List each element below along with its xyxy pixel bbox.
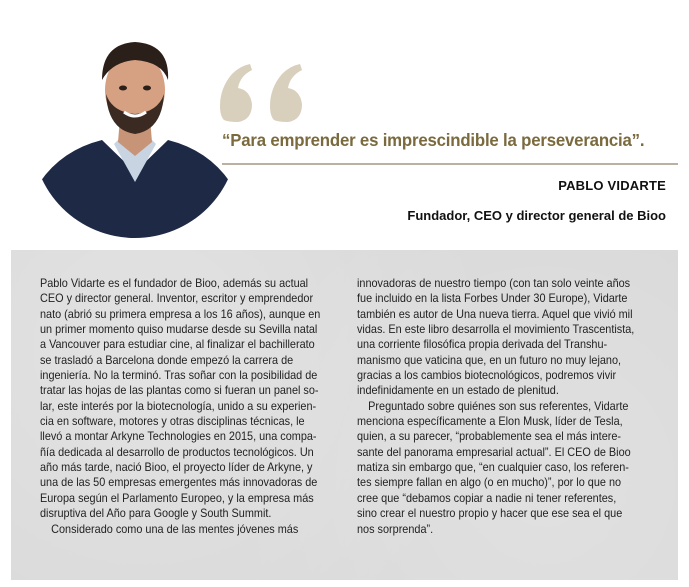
quotation-marks-icon: [218, 58, 318, 130]
text-line: ñía dedicada al desarrollo de productos tecnológicos. Un: [40, 445, 314, 459]
text-line: Pablo Vidarte es el fundador de Bioo, además su actual: [40, 277, 309, 290]
text-line: CEO y director general. Inventor, escritor y emprendedor: [40, 292, 314, 306]
person-name: PABLO VIDARTE: [558, 178, 666, 193]
text-line: manismo que vaticina que, en un futuro no muy lejano,: [357, 353, 622, 367]
portrait-illustration: [32, 32, 238, 238]
text-line: tratar las hojas de las plantas como si fueran un panel so-: [40, 384, 319, 398]
text-line: año más tarde, nació Bioo, el proyecto líder de Arkyne, y: [40, 461, 313, 475]
text-line: fue incluido en la lista Forbes Under 30 Europe), Vidarte: [357, 292, 628, 306]
text-line: tes siempre fallan en algo (o en mucho)”, por lo que no: [357, 476, 622, 490]
text-line: Considerado como una de las mentes jóvenes más: [51, 522, 299, 536]
text-line: innovadoras de nuestro tiempo (con tan solo veinte años: [357, 277, 631, 290]
text-line: Europa según el Parlamento Europeo, y la empresa más: [40, 491, 314, 505]
text-line: una de las 50 empresas emergentes más innovadoras de: [40, 476, 318, 490]
text-line: nos sorprenda”.: [357, 522, 434, 536]
text-line: gracias a los cambios biotecnológicos, podremos vivir: [357, 369, 617, 383]
article-header: [0, 0, 689, 250]
text-line: sante del panorama empresarial actual”. El CEO de Bioo: [357, 445, 631, 459]
text-line: sino crear el nuestro propio y hacer que ese sea el que: [357, 507, 623, 521]
text-line: menciona específicamente a Elon Musk, líder de Tesla,: [357, 415, 623, 429]
text-line: indefinidamente en un estado de plenitud.: [357, 384, 559, 398]
text-line: cia en software, motores y otras disciplinas técnicas, le: [40, 415, 305, 429]
biography-panel: [11, 250, 678, 580]
divider: [222, 163, 678, 165]
text-line: un primer momento quiso mudarse desde su Sevilla natal: [40, 323, 318, 337]
text-line: se trasladó a Barcelona donde empezó la carrera de: [40, 353, 294, 367]
text-line: también es autor de Una nueva tierra. Aquel que vivió mil: [357, 307, 633, 321]
text-line: llevó a montar Arkyne Technologies en 2015, una compa-: [40, 430, 317, 444]
text-line: una corriente filosófica propia derivada del Transhu-: [357, 338, 608, 352]
text-line: ingeniería. No la terminó. Tras soñar con la posibilidad de: [40, 369, 318, 383]
portrait-photo: [32, 32, 238, 238]
text-line: a Vancouver para estudiar cine, al finalizar el bachillerato: [40, 338, 315, 352]
text-line: Preguntado sobre quiénes son sus referentes, Vidarte: [368, 399, 629, 413]
text-line: quien, a su parecer, “probablemente sea el más intere-: [357, 430, 622, 444]
person-role: Fundador, CEO y director general de Bioo: [407, 208, 666, 223]
text-line: nato (abrió su primera empresa a los 16 años), aunque en: [40, 307, 321, 321]
pull-quote: “Para emprender es imprescindible la perseverancia”.: [222, 130, 645, 150]
biography-column-1: [40, 276, 336, 537]
text-line: cree que “debamos copiar a nadie ni tener referentes,: [357, 491, 617, 505]
text-line: vidas. En este libro desarrolla el movimiento Trascentista,: [357, 323, 635, 337]
text-line: lar, este interés por la biotecnología, unido a su experien-: [40, 399, 317, 413]
text-line: disruptiva del Año para Google y South Summit.: [40, 507, 272, 521]
biography-column-2: [357, 276, 647, 537]
text-line: matiza sin embargo que, “en cualquier caso, los referen-: [357, 461, 629, 475]
